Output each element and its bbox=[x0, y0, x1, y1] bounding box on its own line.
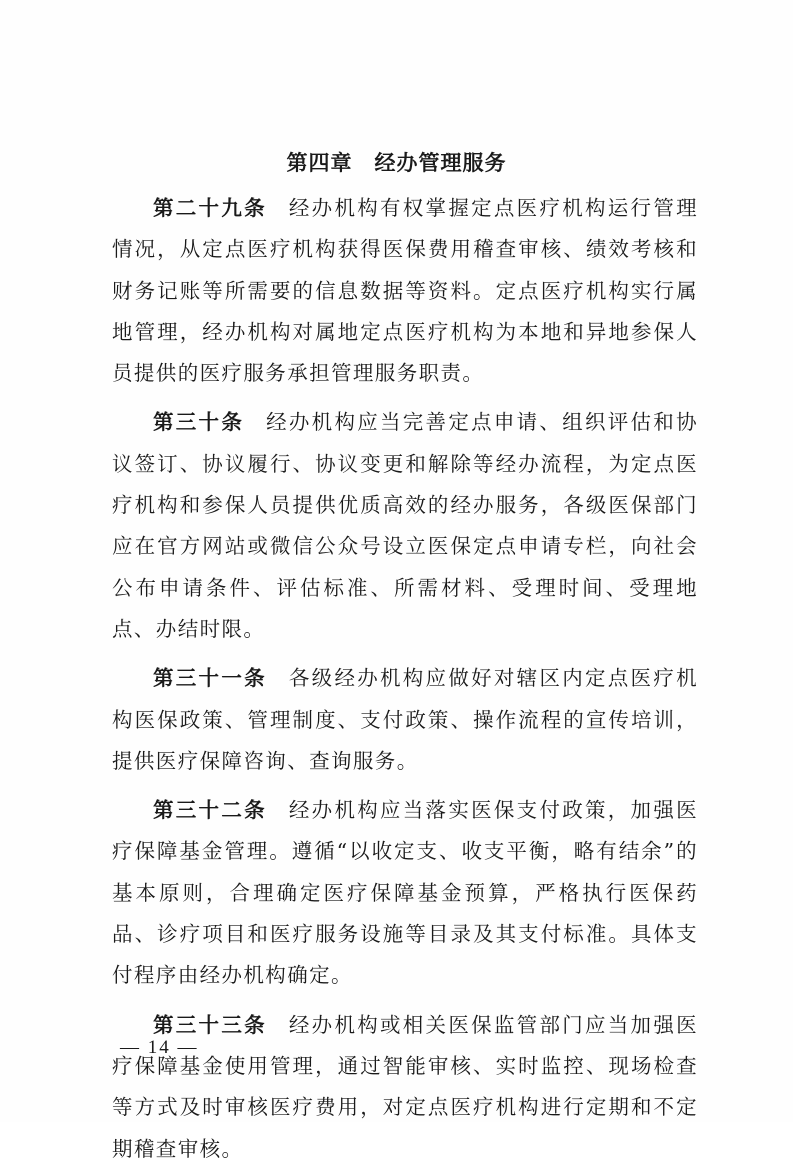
article-text: 各级经办机构应做好对辖区内定点医疗机构医保政策、管理制度、支付政策、操作流程的宣传培训，提供医疗保障咨询、查询服务。 bbox=[112, 666, 699, 773]
article-number: 第三十二条 bbox=[153, 798, 267, 823]
article-number: 第三十条 bbox=[153, 410, 245, 435]
page-number: — 14 — bbox=[120, 1037, 199, 1058]
article-30 bbox=[112, 402, 698, 650]
article-29 bbox=[112, 188, 698, 394]
article-number: 第三十一条 bbox=[153, 666, 267, 691]
chapter-title: 第四章 bbox=[286, 151, 353, 175]
article-33 bbox=[112, 1005, 698, 1170]
article-list bbox=[112, 188, 698, 1170]
article-text: 经办机构应当落实医保支付政策，加强医疗保障基金管理。遵循“以收定支、收支平衡，略有结余”的基本原则，合理确定医疗保障基金预算，严格执行医保药品、诊疗项目和医疗服务设施等目录及其支付标准。具体支付程序由经办机构确定。 bbox=[112, 798, 699, 988]
article-number: 第二十九条 bbox=[153, 196, 267, 220]
chapter-subtitle: 经办管理服务 bbox=[374, 151, 507, 175]
article-text: 经办机构或相关医保监管部门应当加强医疗保障基金使用管理，通过智能审核、实时监控、现场检查等方式及时审核医疗费用，对定点医疗机构进行定期和不定期稽查审核。 bbox=[112, 1012, 699, 1161]
article-32 bbox=[112, 790, 698, 996]
article-text: 经办机构有权掌握定点医疗机构运行管理情况，从定点医疗机构获得医保费用稽查审核、绩效考核和财务记账等所需要的信息数据等资料。定点医疗机构实行属地管理，经办机构对属地定点医疗机构为本地和异地参保人员提供的医疗服务承担管理服务职责。 bbox=[112, 196, 699, 386]
article-text: 经办机构应当完善定点申请、组织评估和协议签订、协议履行、协议变更和解除等经办流程，为定点医疗机构和参保人员提供优质高效的经办服务，各级医保部门应在官方网站或微信公众号设立医保定点申请专栏，向社会公布申请条件、评估标准、所需材料、受理时间、受理地点、办结时限。 bbox=[112, 410, 698, 641]
article-31 bbox=[112, 658, 698, 782]
article-number: 第三十三条 bbox=[153, 1012, 267, 1037]
chapter-heading bbox=[0, 148, 793, 178]
